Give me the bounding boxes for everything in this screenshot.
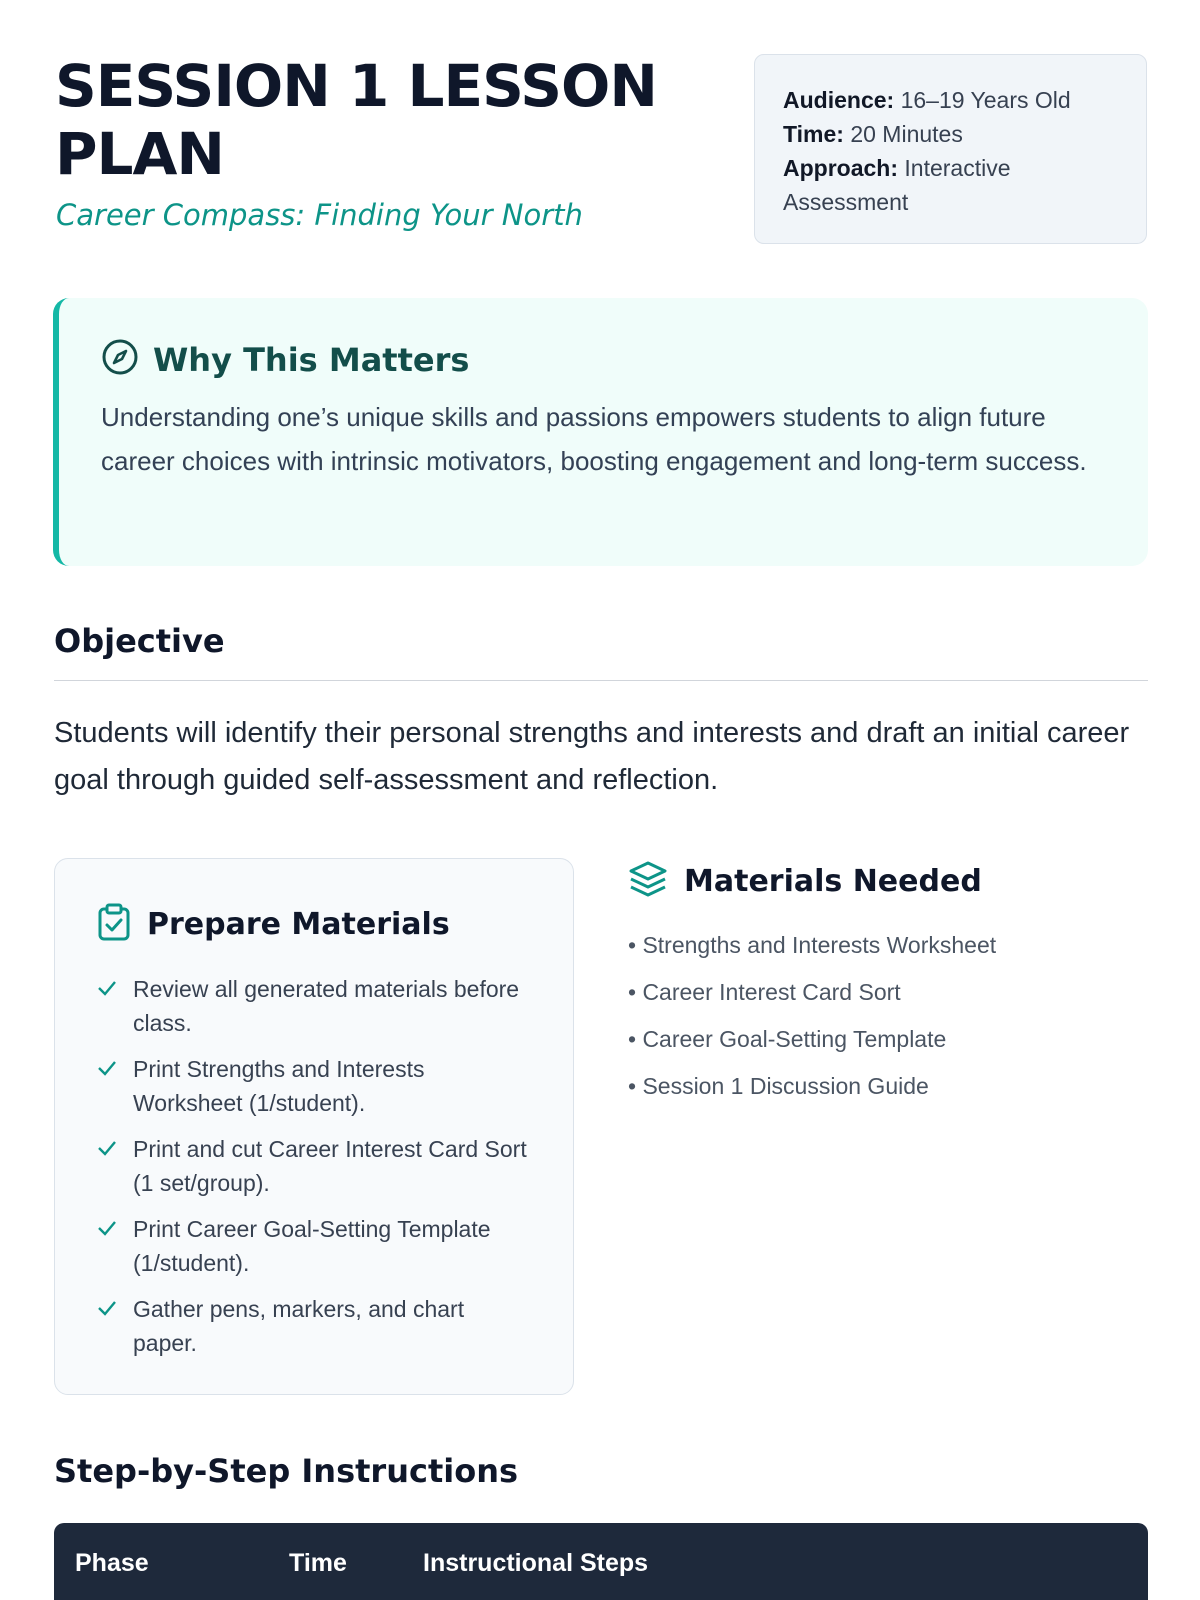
approach-label: Approach: (783, 155, 898, 181)
why-this-matters-callout (53, 298, 1148, 566)
checklist-item (97, 1212, 533, 1280)
prepare-checklist (97, 972, 533, 1360)
prepare-materials-card (54, 858, 574, 1395)
session-meta-box (754, 54, 1147, 244)
materials-list (628, 922, 996, 1110)
page-subtitle: Career Compass: Finding Your North (56, 198, 583, 232)
check-icon (97, 1134, 117, 1200)
checklist-item-text: Print Career Goal-Setting Template (1/student). (133, 1216, 491, 1276)
column-header-phase: Phase (75, 1549, 149, 1577)
time-label: Time: (783, 121, 844, 147)
audience-line (783, 83, 1118, 117)
materials-list-item: • Career Interest Card Sort (628, 979, 901, 1005)
objective-heading: Objective (54, 622, 225, 660)
materials-list-item: • Session 1 Discussion Guide (628, 1073, 929, 1099)
checklist-item (97, 1052, 533, 1120)
materials-needed-header (628, 860, 982, 903)
why-text: Understanding one’s unique skills and passions empowers students to align future career choices with intrinsic motivators, boosting engagement and long-term success. (101, 402, 1087, 476)
approach-line (783, 151, 1118, 219)
column-header-instructional-steps: Instructional Steps (423, 1549, 649, 1577)
materials-needed-title: Materials Needed (684, 864, 982, 899)
time-value: 20 Minutes (850, 121, 963, 147)
check-icon (97, 1294, 117, 1360)
checklist-item (97, 1132, 533, 1200)
layers-icon (628, 860, 668, 903)
check-icon (97, 1054, 117, 1120)
checklist-item-text: Review all generated materials before class. (133, 976, 520, 1036)
checklist-item (97, 972, 533, 1040)
audience-label: Audience: (783, 87, 895, 113)
page-title: SESSION 1 LESSON PLAN (55, 52, 657, 188)
compass-icon (101, 338, 139, 381)
clipboard-check-icon (97, 903, 131, 946)
objective-text: Students will identify their personal strengths and interests and draft an initial career goal through guided self-assessment and reflection. (54, 717, 1130, 796)
materials-list-item: • Career Goal-Setting Template (628, 1026, 947, 1052)
checklist-item-text: Gather pens, markers, and chart paper. (133, 1296, 465, 1356)
objective-divider (54, 680, 1148, 681)
checklist-item-text: Print Strengths and Interests Worksheet (1/student). (133, 1056, 425, 1116)
materials-list-item: • Strengths and Interests Worksheet (628, 932, 997, 958)
why-title: Why This Matters (153, 340, 470, 379)
steps-table-header (54, 1523, 1148, 1600)
steps-heading: Step-by-Step Instructions (54, 1452, 519, 1490)
check-icon (97, 1214, 117, 1280)
time-line (783, 117, 1118, 151)
prepare-materials-title: Prepare Materials (147, 907, 450, 942)
checklist-item-text: Print and cut Career Interest Card Sort (1 set/group). (133, 1136, 527, 1196)
column-header-time: Time (289, 1549, 347, 1577)
audience-value: 16–19 Years Old (900, 87, 1071, 113)
check-icon (97, 974, 117, 1040)
approach-value: Interactive Assessment (783, 155, 1011, 215)
checklist-item (97, 1292, 533, 1360)
